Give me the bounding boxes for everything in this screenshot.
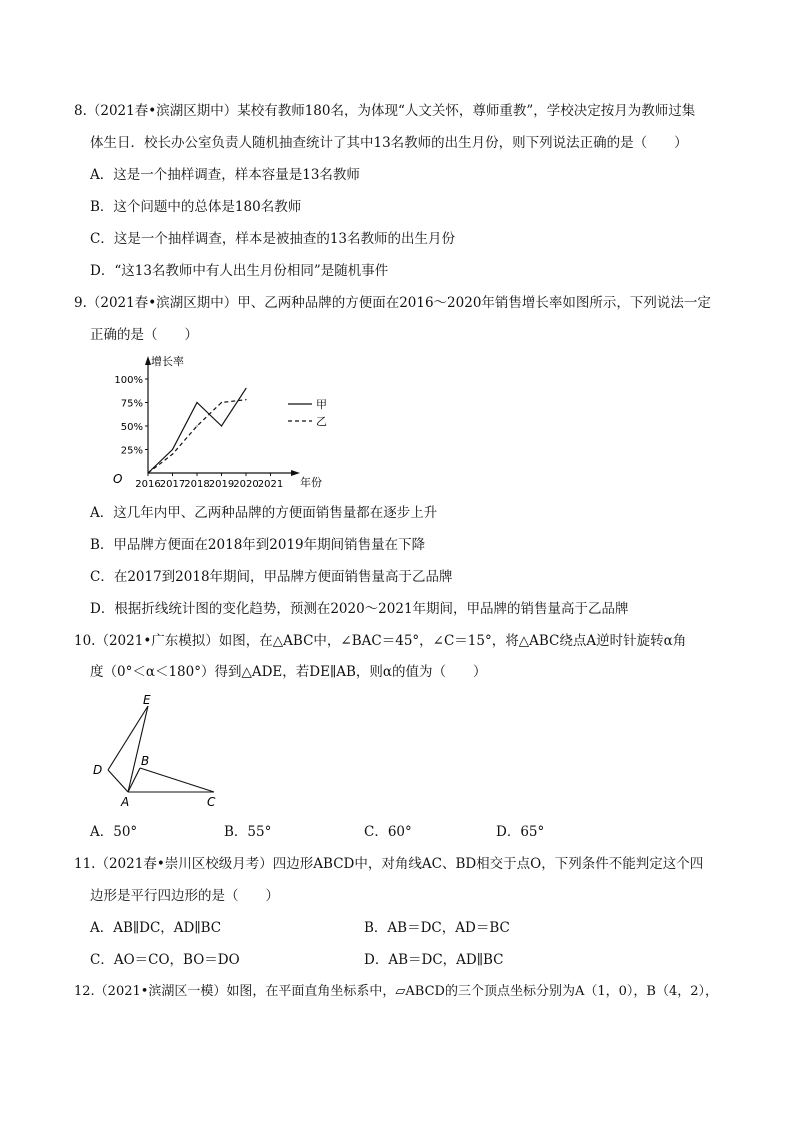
y-tick-label: 75% (120, 398, 143, 410)
q8-stem-line1: 8.（2021春•滨湖区期中）某校有教师180名，为体现“人文关怀，尊师重教”，学校决定按月为教师过集 (74, 103, 696, 119)
q9-option-b: B．甲品牌方便面在2018年到2019年期间销售量在下降 (90, 537, 426, 553)
legend-label: 乙 (316, 415, 327, 428)
data-point (221, 402, 222, 403)
x-axis-arrow (291, 470, 300, 476)
q9-option-a: A．这几年内甲、乙两种品牌的方便面销售量都在逐步上升 (90, 505, 438, 521)
origin-label: O (113, 472, 123, 486)
x-tick-label: 2017 (159, 479, 186, 490)
y-tick-label: 100% (114, 375, 143, 386)
q10-option-b: B．55° (224, 824, 272, 840)
q8-stem-line2: 体生日．校长办公室负责人随机抽查统计了其中13名教师的出生月份，则下列说法正确的是（ ） (90, 135, 688, 151)
q11-option-a: A．AB∥DC，AD∥BC (90, 920, 222, 936)
x-tick-label: 2016 (135, 479, 161, 490)
point-label-e: E (143, 693, 151, 707)
q10-stem-line1: 10.（2021•广东模拟）如图，在△ABC中，∠BAC＝45°，∠C＝15°，将△ABC绕点A逆时针旋转α角 (74, 633, 687, 649)
segment-ab (128, 768, 140, 792)
y-axis-label: 增长率 (151, 355, 184, 368)
data-point (147, 472, 148, 473)
growth-rate-line-chart (100, 350, 350, 498)
q10-stem-line2: 度（0°＜α＜180°）得到△ADE，若DE∥AB，则α的值为（ ） (90, 664, 487, 680)
data-point (196, 425, 197, 426)
segment-ae (128, 706, 148, 792)
data-point (172, 449, 173, 450)
x-tick-label: 2021 (257, 479, 284, 490)
point-label-d: D (93, 763, 103, 777)
triangle-rotation-figure (88, 692, 228, 812)
q11-option-b: B．AB＝DC，AD＝BC (364, 920, 510, 936)
point-label-a: A (121, 795, 130, 809)
q10-option-c: C．60° (364, 824, 412, 840)
data-point (245, 399, 246, 400)
data-point (245, 388, 246, 389)
legend-label: 甲 (316, 398, 327, 411)
q9-option-d: D．根据折线统计图的变化趋势，预测在2020～2021年期间，甲品牌的销售量高于乙品牌 (90, 601, 629, 617)
segment-bc (140, 768, 214, 792)
q10-option-d: D．65° (496, 824, 545, 840)
q12-stem-line1: 12.（2021•滨湖区一模）如图，在平面直角坐标系中，▱ABCD的三个顶点坐标分别为A（1，0），B（4，2）， (74, 984, 719, 999)
q8-option-d: D．“这13名教师中有人出生月份相同”是随机事件 (90, 263, 389, 279)
q9-stem-line2: 正确的是（ ） (90, 327, 198, 343)
x-tick-label: 2020 (233, 479, 259, 490)
x-tick-label: 2018 (184, 479, 210, 490)
q8-option-a: A．这是一个抽样调查，样本容量是13名教师 (90, 167, 360, 183)
data-point (172, 454, 173, 455)
q11-stem-line2: 边形是平行四边形的是（ ） (90, 888, 279, 904)
q11-stem-line1: 11.（2021春•崇川区校级月考）四边形ABCD中，对角线AC、BD相交于点O，下列条件不能判定这个四 (74, 856, 704, 872)
x-axis-label: 年份 (300, 476, 322, 489)
y-tick-label: 50% (120, 422, 143, 433)
point-label-c: C (207, 795, 216, 809)
q11-option-c: C．AO＝CO，BO＝DO (90, 952, 240, 968)
q8-option-b: B．这个问题中的总体是180名教师 (90, 199, 302, 215)
point-label-b: B (141, 754, 150, 768)
q10-option-a: A．50° (90, 824, 138, 840)
q9-stem-line1: 9.（2021春•滨湖区期中）甲、乙两种品牌的方便面在2016～2020年销售增长率如图所示，下列说法一定 (74, 295, 711, 311)
q8-option-c: C．这是一个抽样调查，样本是被抽查的13名教师的出生月份 (90, 231, 456, 247)
data-point (196, 402, 197, 403)
x-tick-label: 2019 (208, 479, 235, 490)
q11-option-d: D．AB＝DC，AD∥BC (364, 952, 504, 968)
q9-option-c: C．在2017到2018年期间，甲品牌方便面销售量高于乙品牌 (90, 569, 453, 585)
segment-ad (108, 770, 128, 792)
y-tick-label: 25% (120, 445, 143, 457)
data-point (221, 425, 222, 426)
